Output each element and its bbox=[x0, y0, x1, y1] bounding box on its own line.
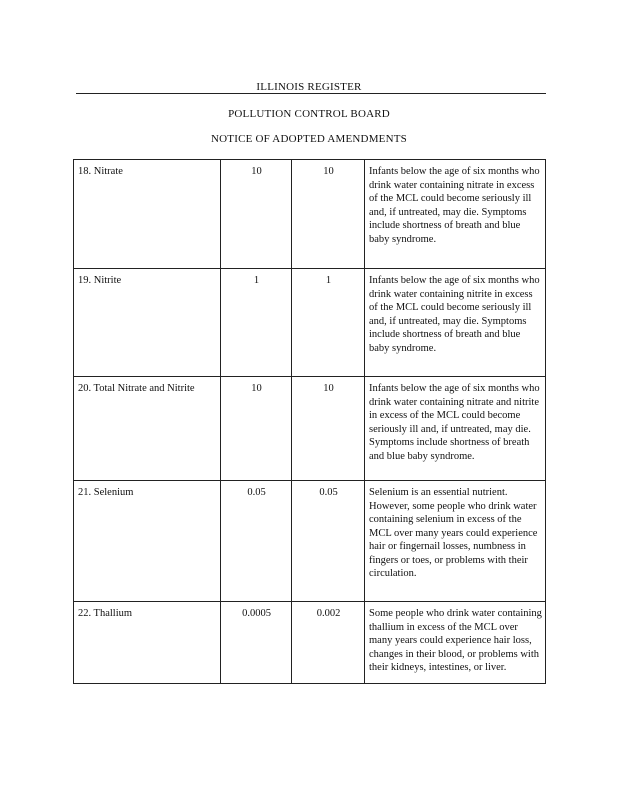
health-effects-cell: Some people who drink water containing thallium in excess of the MCL over many years could experience hair loss, changes in their blood, or problems with their kidneys, intestines, or liver. bbox=[365, 602, 546, 684]
register-title: ILLINOIS REGISTER bbox=[256, 81, 362, 93]
notice-title: NOTICE OF ADOPTED AMENDMENTS bbox=[211, 133, 407, 145]
header-rule bbox=[76, 93, 546, 94]
mcl-cell: 1 bbox=[221, 269, 292, 377]
contaminant-cell: 21. Selenium bbox=[74, 481, 221, 602]
mclg-cell: 1 bbox=[292, 269, 365, 377]
mclg-cell: 0.002 bbox=[292, 602, 365, 684]
contaminant-cell: 19. Nitrite bbox=[74, 269, 221, 377]
mclg-cell: 0.05 bbox=[292, 481, 365, 602]
contaminant-table bbox=[73, 159, 546, 684]
table-row bbox=[74, 377, 546, 481]
mcl-cell: 0.05 bbox=[221, 481, 292, 602]
mcl-cell: 10 bbox=[221, 160, 292, 269]
contaminant-cell: 20. Total Nitrate and Nitrite bbox=[74, 377, 221, 481]
table-row bbox=[74, 481, 546, 602]
table-row bbox=[74, 269, 546, 377]
health-effects-cell: Infants below the age of six months who drink water containing nitrite in excess of the MCL could become seriously ill and, if untreated, may die. Symptoms include shortness of breath and blue baby syndrome. bbox=[365, 269, 546, 377]
contaminant-cell: 18. Nitrate bbox=[74, 160, 221, 269]
health-effects-cell: Selenium is an essential nutrient. However, some people who drink water containing selenium in excess of the MCL over many years could experience hair or fingernail losses, numbness in fingers or toes, or problems with their circulation. bbox=[365, 481, 546, 602]
mcl-cell: 10 bbox=[221, 377, 292, 481]
board-name: POLLUTION CONTROL BOARD bbox=[228, 108, 390, 120]
mcl-cell: 0.0005 bbox=[221, 602, 292, 684]
table-row bbox=[74, 160, 546, 269]
contaminant-cell: 22. Thallium bbox=[74, 602, 221, 684]
health-effects-cell: Infants below the age of six months who drink water containing nitrate in excess of the MCL could become seriously ill and, if untreated, may die. Symptoms include shortness of breath and blue baby syndrome. bbox=[365, 160, 546, 269]
table-row bbox=[74, 602, 546, 684]
health-effects-cell: Infants below the age of six months who drink water containing nitrate and nitrite in excess of the MCL could become seriously ill and, if untreated, may die. Symptoms include shortness of breath and blue baby syndrome. bbox=[365, 377, 546, 481]
mclg-cell: 10 bbox=[292, 377, 365, 481]
mclg-cell: 10 bbox=[292, 160, 365, 269]
